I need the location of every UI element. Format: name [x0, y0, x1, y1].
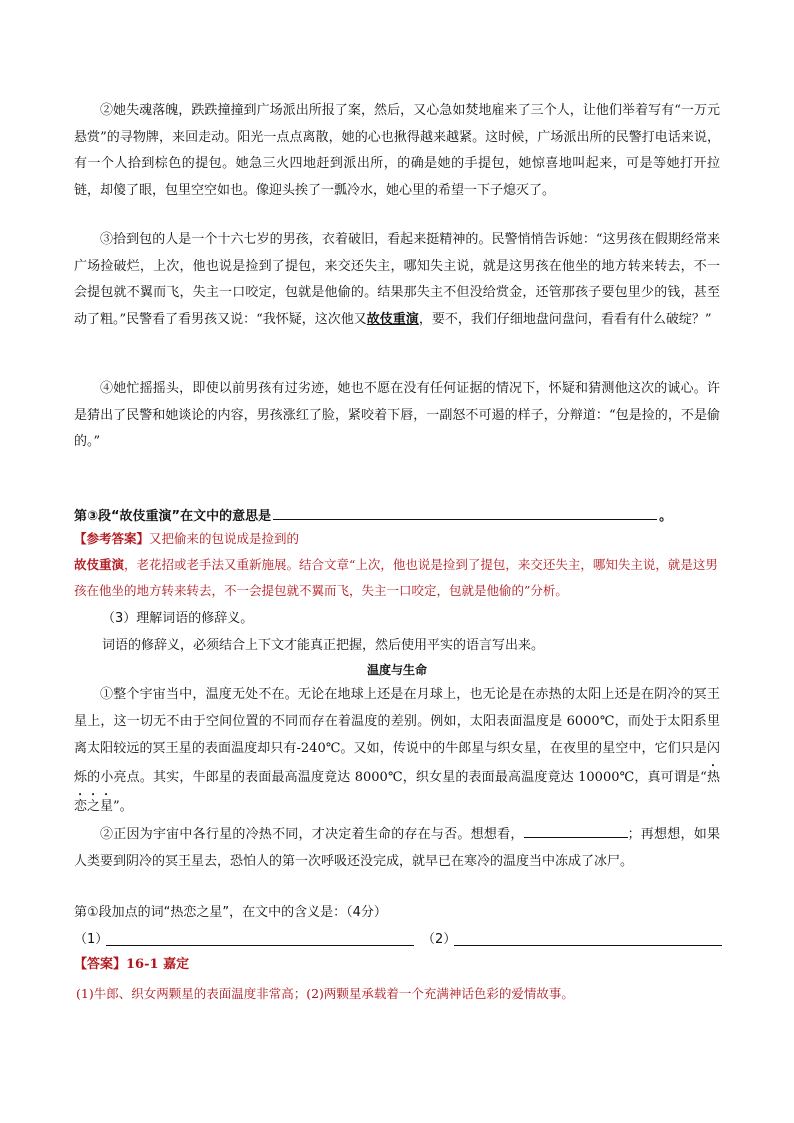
question-text: 第③段“故伎重演”在文中的意思是	[74, 509, 272, 524]
paragraph-text: ”。	[113, 799, 133, 814]
paragraph-text: ④她忙摇摇头，即使以前男孩有过劣迹，她也不愿在没有任何证据的情况下，怀疑和猜测他这次的诚心。许是猜出了民警和她谈论的内容，男孩涨红了脸，紧咬着下唇，一副怒不可遏的样子，分辩道：“包是捡的，不是偷的。”	[74, 381, 720, 449]
paragraph-text: ②她失魂落魄，跌跌撞撞到广场派出所报了案，然后，又心急如焚地雇来了三个人，让他们举着写有“一万元悬赏”的寻物牌，来回走动。阳光一点点离散，她的心也揪得越来越紧。这时候，广场派出所的民警打电话来说，有一个人拾到棕色的提包。她急三火四地赶到派出所，的确是她的手提包，她惊喜地叫起来，可是等她打开拉链，却傻了眼，包里空空如也。像迎头挨了一瓢冷水，她心里的希望一下子熄灭了。	[74, 103, 720, 198]
answer-1	[74, 526, 724, 604]
section-description: 词语的修辞义，必须结合上下文才能真正把握，然后使用平实的语言写出来。	[102, 638, 545, 653]
blank-label-2: （2）	[422, 932, 457, 947]
paragraph-text: ②正因为宇宙中各行星的冷热不同，才决定着生命的存在与否。想想看，	[100, 827, 524, 842]
dotted-phrase: 热恋之星	[74, 770, 720, 814]
question-1	[74, 505, 724, 527]
answer-blank-1[interactable]	[106, 945, 414, 946]
paragraph-text: ，要不，我们仔细地盘问盘问，看看有什么破绽？”	[418, 311, 712, 327]
answer-explain-term: 故伎重演	[74, 557, 125, 572]
paragraph-text: ；再想想，如果人类要到阴冷的冥王星去，恐怕人的第一次呼吸还没完成，就早已在寒冷的温度当中冻成了冰尸。	[74, 827, 720, 869]
passage1-paragraph-2	[74, 98, 720, 204]
answer-source: 16-1 嘉定	[126, 957, 190, 972]
answer-2-header	[74, 955, 724, 975]
answer-tag: 【答案】	[74, 957, 127, 972]
question-2-answer-lines	[74, 930, 724, 950]
answer-tag: 【参考答案】	[74, 531, 150, 546]
passage1-paragraph-4	[74, 376, 720, 456]
paragraph-text: ③拾到包的人是一个十六七岁的男孩，衣着破旧，看起来挺精神的。民警悄悄告诉她：“这男孩在假期经常来广场捡破烂，上次，他也说是捡到了提包，来交还失主，哪知失主说，就是这男孩在他坐的地方转来转去，不一会提包就不翼而飞，失主一口咬定，包就是他偷的。结果那失主不但没给赏金，还管那孩子要包里少的钱，甚至动了粗。”民警看了看男孩又说：“我怀疑，这次他又	[74, 232, 720, 327]
passage2-title: 温度与生命	[366, 663, 427, 677]
emphasized-phrase: 故伎重演	[366, 311, 419, 327]
passage1-paragraph-3	[74, 227, 720, 333]
answer-blank[interactable]	[273, 505, 657, 520]
answer-blank-2[interactable]	[454, 945, 722, 946]
answer-text: 又把偷来的包说成是捡到的	[149, 531, 300, 546]
answer-2-text: (1)牛郎、织女两颗星的表面温度非常高；(2)两颗星承载着一个充满神话色彩的爱情故事。	[76, 986, 574, 1001]
passage2-paragraph-2	[74, 821, 720, 875]
paragraph-text: ①整个宇宙当中，温度无处不在。无论在地球上还是在月球上，也无论是在赤热的太阳上还是在阴冷的冥王星上，这一切无不由于空间位置的不同而存在着温度的差别。例如，太阳表面温度是 6000℃，而处于太阳系里离太阳较远的冥王星的表面温度却只有-240℃。又如，传说中的牛郎星与织女星，在夜里的星空中，它们只是闪烁的小亮点。其实，牛郎星的表面最高温度竟达 8000℃，织女星的表面最高温度竟达 10000℃，真可谓是“	[74, 687, 720, 785]
answer-explain: ，老花招或老手法又重新施展。结合文章“上次，他也说是捡到了提包，来交还失主，哪知失主说，就是这男孩在他坐的地方转来转去，不一会提包就不翼而飞，失主一口咬定，包就是他偷的”分析。	[74, 557, 718, 598]
passage2-paragraph-1	[74, 681, 720, 820]
fill-in-blank[interactable]	[524, 823, 628, 838]
section-heading: （3）理解词语的修辞义。	[102, 611, 254, 626]
question-2: 第①段加点的词“热恋之星”，在文中的含义是：（4分）	[74, 905, 387, 920]
blank-label-1: （1）	[74, 932, 109, 947]
question-end: 。	[659, 509, 673, 524]
